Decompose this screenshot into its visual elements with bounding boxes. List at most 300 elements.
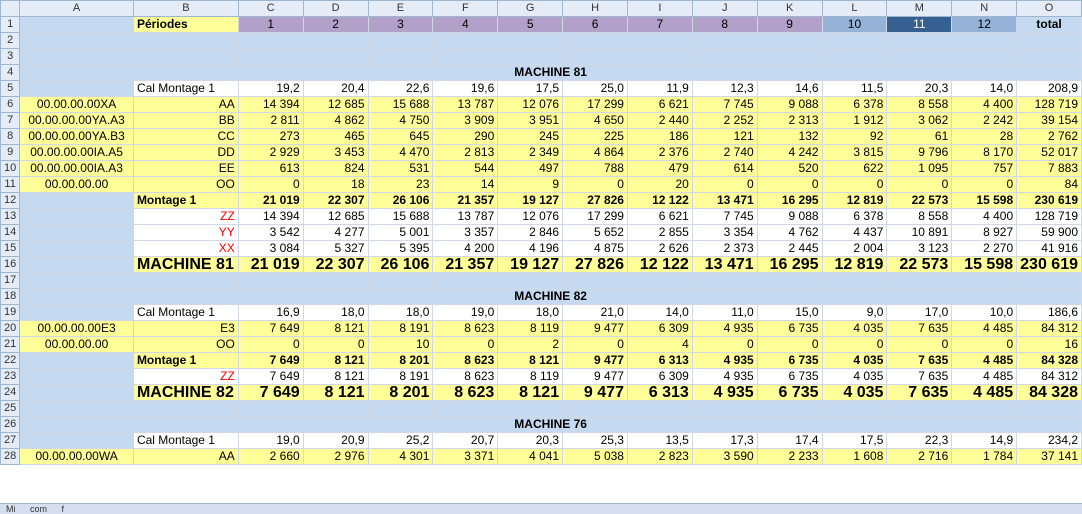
- cell[interactable]: [303, 49, 368, 65]
- cell[interactable]: 8 121: [498, 385, 563, 401]
- cell[interactable]: 9 477: [563, 385, 628, 401]
- cell[interactable]: 12,3: [692, 81, 757, 97]
- cell[interactable]: [498, 401, 563, 417]
- cell[interactable]: 84 312: [1017, 369, 1082, 385]
- cell[interactable]: 2 823: [627, 449, 692, 465]
- machine-title[interactable]: MACHINE 82: [20, 289, 1082, 305]
- cell[interactable]: 6 309: [627, 369, 692, 385]
- column-header-m[interactable]: M: [887, 1, 952, 17]
- reference-code[interactable]: 00.00.00.00WA: [20, 449, 134, 465]
- cell[interactable]: 8 623: [433, 321, 498, 337]
- cell[interactable]: 92: [822, 129, 887, 145]
- cell[interactable]: 2 716: [887, 449, 952, 465]
- cell[interactable]: 13 787: [433, 97, 498, 113]
- cell[interactable]: 61: [887, 129, 952, 145]
- cell[interactable]: 27 826: [563, 257, 628, 273]
- montage-label[interactable]: Montage 1: [133, 353, 238, 369]
- cell[interactable]: [368, 33, 433, 49]
- cell[interactable]: 20: [627, 177, 692, 193]
- column-header-i[interactable]: I: [627, 1, 692, 17]
- machine-title[interactable]: MACHINE 81: [20, 65, 1082, 81]
- cell[interactable]: [563, 49, 628, 65]
- cell[interactable]: 2 846: [498, 225, 563, 241]
- cell[interactable]: 4 935: [692, 369, 757, 385]
- cell[interactable]: [757, 401, 822, 417]
- cell[interactable]: 39 154: [1017, 113, 1082, 129]
- period-header[interactable]: 2: [303, 17, 368, 33]
- cell[interactable]: 290: [433, 129, 498, 145]
- cell[interactable]: [238, 49, 303, 65]
- cell[interactable]: 0: [238, 177, 303, 193]
- cell[interactable]: 21,0: [563, 305, 628, 321]
- cell[interactable]: 20,3: [887, 81, 952, 97]
- cell[interactable]: 0: [563, 177, 628, 193]
- cell[interactable]: 0: [887, 177, 952, 193]
- cell[interactable]: [757, 49, 822, 65]
- component-code[interactable]: EE: [133, 161, 238, 177]
- cell[interactable]: 0: [952, 337, 1017, 353]
- cell[interactable]: 11,9: [627, 81, 692, 97]
- cell[interactable]: 18,0: [303, 305, 368, 321]
- cell[interactable]: 5 038: [563, 449, 628, 465]
- period-header[interactable]: 4: [433, 17, 498, 33]
- cell[interactable]: 757: [952, 161, 1017, 177]
- cell[interactable]: 2: [498, 337, 563, 353]
- cell[interactable]: [887, 273, 952, 289]
- cell[interactable]: 7 635: [887, 321, 952, 337]
- component-code[interactable]: AA: [133, 97, 238, 113]
- cell[interactable]: 465: [303, 129, 368, 145]
- cell[interactable]: [20, 369, 134, 385]
- cell[interactable]: [952, 49, 1017, 65]
- cell[interactable]: 128 719: [1017, 97, 1082, 113]
- cell[interactable]: 2 660: [238, 449, 303, 465]
- cell[interactable]: 8 201: [368, 385, 433, 401]
- cell[interactable]: 11,5: [822, 81, 887, 97]
- component-code[interactable]: AA: [133, 449, 238, 465]
- cell[interactable]: 0: [822, 177, 887, 193]
- row-header[interactable]: 21: [1, 337, 20, 353]
- cell[interactable]: 8 170: [952, 145, 1017, 161]
- cell[interactable]: [238, 401, 303, 417]
- cell[interactable]: 22 307: [303, 257, 368, 273]
- cell[interactable]: 4 437: [822, 225, 887, 241]
- cell[interactable]: 128 719: [1017, 209, 1082, 225]
- cell[interactable]: 7 883: [1017, 161, 1082, 177]
- cell[interactable]: 15 598: [952, 257, 1017, 273]
- cell[interactable]: 9 477: [563, 321, 628, 337]
- cell[interactable]: 18,0: [368, 305, 433, 321]
- cell[interactable]: 622: [822, 161, 887, 177]
- cell[interactable]: 28: [952, 129, 1017, 145]
- cell[interactable]: [692, 273, 757, 289]
- cell[interactable]: [20, 385, 134, 401]
- cell[interactable]: [433, 33, 498, 49]
- cell[interactable]: [952, 273, 1017, 289]
- cell[interactable]: 14,0: [627, 305, 692, 321]
- cell[interactable]: 3 590: [692, 449, 757, 465]
- cell[interactable]: [20, 433, 134, 449]
- cell[interactable]: [433, 49, 498, 65]
- cell[interactable]: 3 123: [887, 241, 952, 257]
- column-header-l[interactable]: L: [822, 1, 887, 17]
- cell[interactable]: 6 735: [757, 385, 822, 401]
- cell[interactable]: [133, 33, 238, 49]
- cell[interactable]: [887, 49, 952, 65]
- cell[interactable]: 17 299: [563, 209, 628, 225]
- component-code[interactable]: BB: [133, 113, 238, 129]
- cell[interactable]: 7 635: [887, 385, 952, 401]
- cell[interactable]: 8 121: [498, 353, 563, 369]
- cell[interactable]: [368, 49, 433, 65]
- cell[interactable]: 4 301: [368, 449, 433, 465]
- reference-code[interactable]: 00.00.00.00IA.A3: [20, 161, 134, 177]
- component-code[interactable]: DD: [133, 145, 238, 161]
- sheet-tab[interactable]: Mi: [6, 504, 16, 514]
- row-header[interactable]: 16: [1, 257, 20, 273]
- cell[interactable]: 4 485: [952, 353, 1017, 369]
- cal-label[interactable]: Cal Montage 1: [133, 433, 238, 449]
- cell[interactable]: 1 912: [822, 113, 887, 129]
- cell[interactable]: 6 309: [627, 321, 692, 337]
- cell[interactable]: 84 312: [1017, 321, 1082, 337]
- cell[interactable]: [368, 401, 433, 417]
- cell[interactable]: 2 445: [757, 241, 822, 257]
- cell[interactable]: 10 891: [887, 225, 952, 241]
- period-header[interactable]: 10: [822, 17, 887, 33]
- cell[interactable]: 0: [887, 337, 952, 353]
- cell[interactable]: 613: [238, 161, 303, 177]
- cell[interactable]: 2 270: [952, 241, 1017, 257]
- cell[interactable]: [757, 33, 822, 49]
- cell[interactable]: 7 745: [692, 97, 757, 113]
- cell[interactable]: 12 819: [822, 193, 887, 209]
- cell[interactable]: [692, 49, 757, 65]
- row-header[interactable]: 12: [1, 193, 20, 209]
- cell[interactable]: 19,0: [433, 305, 498, 321]
- cell[interactable]: 9 088: [757, 97, 822, 113]
- cell[interactable]: 2 626: [627, 241, 692, 257]
- cell[interactable]: 12 122: [627, 193, 692, 209]
- cell[interactable]: 26 106: [368, 257, 433, 273]
- cell[interactable]: [498, 49, 563, 65]
- column-header-j[interactable]: J: [692, 1, 757, 17]
- cell[interactable]: 8 191: [368, 369, 433, 385]
- period-header[interactable]: 11: [887, 17, 952, 33]
- cell[interactable]: 4 200: [433, 241, 498, 257]
- cell[interactable]: 0: [757, 337, 822, 353]
- cell[interactable]: [303, 273, 368, 289]
- cell[interactable]: 4 035: [822, 385, 887, 401]
- cell[interactable]: [627, 401, 692, 417]
- cell[interactable]: 8 623: [433, 385, 498, 401]
- cell[interactable]: 9,0: [822, 305, 887, 321]
- cell[interactable]: 645: [368, 129, 433, 145]
- row-header[interactable]: 5: [1, 81, 20, 97]
- cell[interactable]: 788: [563, 161, 628, 177]
- cell[interactable]: 6 621: [627, 97, 692, 113]
- cell[interactable]: [1017, 49, 1082, 65]
- cell[interactable]: 52 017: [1017, 145, 1082, 161]
- cell[interactable]: 4 935: [692, 353, 757, 369]
- cell[interactable]: 12 819: [822, 257, 887, 273]
- column-header-h[interactable]: H: [563, 1, 628, 17]
- cell[interactable]: 234,2: [1017, 433, 1082, 449]
- cell[interactable]: 7 649: [238, 369, 303, 385]
- cell[interactable]: 4 762: [757, 225, 822, 241]
- row-header[interactable]: 24: [1, 385, 20, 401]
- cell[interactable]: 21 019: [238, 193, 303, 209]
- cell[interactable]: 0: [433, 337, 498, 353]
- row-header[interactable]: 23: [1, 369, 20, 385]
- cell[interactable]: 2 813: [433, 145, 498, 161]
- cell[interactable]: 14 394: [238, 209, 303, 225]
- cell[interactable]: 0: [238, 337, 303, 353]
- cell[interactable]: [498, 33, 563, 49]
- row-header[interactable]: 17: [1, 273, 20, 289]
- row-header[interactable]: 9: [1, 145, 20, 161]
- cell[interactable]: 20,7: [433, 433, 498, 449]
- cell[interactable]: 14: [433, 177, 498, 193]
- cell[interactable]: [20, 353, 134, 369]
- cell[interactable]: 17,5: [822, 433, 887, 449]
- cell[interactable]: 531: [368, 161, 433, 177]
- cell[interactable]: 15 598: [952, 193, 1017, 209]
- cell[interactable]: 6 621: [627, 209, 692, 225]
- cell[interactable]: 2 233: [757, 449, 822, 465]
- cell[interactable]: [20, 49, 134, 65]
- cell[interactable]: 208,9: [1017, 81, 1082, 97]
- row-header[interactable]: 13: [1, 209, 20, 225]
- cell[interactable]: 17,0: [887, 305, 952, 321]
- cell[interactable]: 245: [498, 129, 563, 145]
- cell[interactable]: 2 242: [952, 113, 1017, 129]
- cell[interactable]: [1017, 401, 1082, 417]
- row-header[interactable]: 1: [1, 17, 20, 33]
- sheet-tab[interactable]: com: [30, 504, 48, 514]
- cell[interactable]: [20, 209, 134, 225]
- cell[interactable]: 13 471: [692, 193, 757, 209]
- cell[interactable]: 9 477: [563, 353, 628, 369]
- period-header[interactable]: 7: [627, 17, 692, 33]
- cell[interactable]: 12 076: [498, 97, 563, 113]
- cell[interactable]: 22 573: [887, 257, 952, 273]
- row-header[interactable]: 25: [1, 401, 20, 417]
- cell[interactable]: 22 307: [303, 193, 368, 209]
- cell[interactable]: [952, 401, 1017, 417]
- cell[interactable]: 13 787: [433, 209, 498, 225]
- cell[interactable]: 16: [1017, 337, 1082, 353]
- cell[interactable]: 12 685: [303, 97, 368, 113]
- cell[interactable]: [563, 273, 628, 289]
- cell[interactable]: 18,0: [498, 305, 563, 321]
- cell[interactable]: 7 649: [238, 321, 303, 337]
- cell[interactable]: 21 019: [238, 257, 303, 273]
- row-header[interactable]: 27: [1, 433, 20, 449]
- cell[interactable]: 7 649: [238, 385, 303, 401]
- cell[interactable]: 2 855: [627, 225, 692, 241]
- period-header[interactable]: 5: [498, 17, 563, 33]
- cell[interactable]: 18: [303, 177, 368, 193]
- cell[interactable]: [20, 17, 134, 33]
- cell[interactable]: 4 864: [563, 145, 628, 161]
- select-all-corner[interactable]: [1, 1, 20, 17]
- cell[interactable]: 12 076: [498, 209, 563, 225]
- cell[interactable]: 230 619: [1017, 193, 1082, 209]
- cell[interactable]: 4 035: [822, 321, 887, 337]
- cell[interactable]: 13,5: [627, 433, 692, 449]
- column-header-a[interactable]: A: [20, 1, 134, 17]
- row-header[interactable]: 18: [1, 289, 20, 305]
- cell[interactable]: 7 649: [238, 353, 303, 369]
- cell[interactable]: 2 313: [757, 113, 822, 129]
- column-header-b[interactable]: B: [133, 1, 238, 17]
- row-header[interactable]: 11: [1, 177, 20, 193]
- period-header[interactable]: 12: [952, 17, 1017, 33]
- row-header[interactable]: 22: [1, 353, 20, 369]
- cell[interactable]: 614: [692, 161, 757, 177]
- cell[interactable]: [303, 401, 368, 417]
- cell[interactable]: 6 378: [822, 97, 887, 113]
- cell[interactable]: [887, 33, 952, 49]
- cell[interactable]: 59 900: [1017, 225, 1082, 241]
- cell[interactable]: 8 121: [303, 385, 368, 401]
- cell[interactable]: 20,9: [303, 433, 368, 449]
- cell[interactable]: [433, 401, 498, 417]
- cell[interactable]: 4 750: [368, 113, 433, 129]
- cell[interactable]: 12 122: [627, 257, 692, 273]
- cell[interactable]: 2 004: [822, 241, 887, 257]
- row-header[interactable]: 15: [1, 241, 20, 257]
- cell[interactable]: 13 471: [692, 257, 757, 273]
- cell[interactable]: 4 196: [498, 241, 563, 257]
- cell[interactable]: 15,0: [757, 305, 822, 321]
- cell[interactable]: 4: [627, 337, 692, 353]
- cell[interactable]: [887, 401, 952, 417]
- cell[interactable]: 7 635: [887, 353, 952, 369]
- cell[interactable]: 9 796: [887, 145, 952, 161]
- cell[interactable]: 4 400: [952, 209, 1017, 225]
- reference-code[interactable]: 00.00.00.00YA.A3: [20, 113, 134, 129]
- period-header[interactable]: 1: [238, 17, 303, 33]
- cell[interactable]: 25,3: [563, 433, 628, 449]
- cell[interactable]: 14,6: [757, 81, 822, 97]
- cell[interactable]: 27 826: [563, 193, 628, 209]
- cell[interactable]: 16,9: [238, 305, 303, 321]
- total-header[interactable]: total: [1017, 17, 1082, 33]
- cell[interactable]: 4 875: [563, 241, 628, 257]
- cell[interactable]: 14,9: [952, 433, 1017, 449]
- cell[interactable]: 186: [627, 129, 692, 145]
- cell[interactable]: 19,0: [238, 433, 303, 449]
- component-code[interactable]: CC: [133, 129, 238, 145]
- cell[interactable]: 16 295: [757, 193, 822, 209]
- cell[interactable]: [20, 273, 134, 289]
- cell[interactable]: [368, 273, 433, 289]
- cell[interactable]: 17,5: [498, 81, 563, 97]
- cell[interactable]: 2 373: [692, 241, 757, 257]
- cell[interactable]: 8 121: [303, 321, 368, 337]
- split-code[interactable]: YY: [133, 225, 238, 241]
- cell[interactable]: 21 357: [433, 193, 498, 209]
- cell[interactable]: 8 191: [368, 321, 433, 337]
- cell[interactable]: 20,3: [498, 433, 563, 449]
- sheet-tab-bar[interactable]: [0, 503, 1082, 514]
- reference-code[interactable]: 00.00.00.00IA.A5: [20, 145, 134, 161]
- cell[interactable]: 520: [757, 161, 822, 177]
- cell[interactable]: [627, 49, 692, 65]
- cell[interactable]: 6 378: [822, 209, 887, 225]
- cell[interactable]: 19 127: [498, 257, 563, 273]
- split-code[interactable]: XX: [133, 241, 238, 257]
- cell[interactable]: 9 088: [757, 209, 822, 225]
- cell[interactable]: [692, 33, 757, 49]
- cell[interactable]: [498, 273, 563, 289]
- cell[interactable]: 6 313: [627, 353, 692, 369]
- cell[interactable]: 132: [757, 129, 822, 145]
- cell[interactable]: 17,3: [692, 433, 757, 449]
- cell[interactable]: 0: [822, 337, 887, 353]
- cell[interactable]: 8 121: [303, 369, 368, 385]
- cell[interactable]: 4 935: [692, 385, 757, 401]
- cell[interactable]: 84 328: [1017, 385, 1082, 401]
- reference-code[interactable]: 00.00.00.00: [20, 177, 134, 193]
- row-header[interactable]: 20: [1, 321, 20, 337]
- cell[interactable]: 14,0: [952, 81, 1017, 97]
- cell[interactable]: [20, 81, 134, 97]
- column-header-k[interactable]: K: [757, 1, 822, 17]
- column-header-o[interactable]: O: [1017, 1, 1082, 17]
- cell[interactable]: 3 909: [433, 113, 498, 129]
- cell[interactable]: 497: [498, 161, 563, 177]
- cell[interactable]: 3 062: [887, 113, 952, 129]
- cell[interactable]: 4 935: [692, 321, 757, 337]
- row-header[interactable]: 14: [1, 225, 20, 241]
- cell[interactable]: 4 470: [368, 145, 433, 161]
- cell[interactable]: 1 095: [887, 161, 952, 177]
- cell[interactable]: 0: [692, 177, 757, 193]
- column-header-c[interactable]: C: [238, 1, 303, 17]
- cell[interactable]: 3 084: [238, 241, 303, 257]
- cell[interactable]: 4 650: [563, 113, 628, 129]
- cell[interactable]: 7 635: [887, 369, 952, 385]
- cell[interactable]: 15 688: [368, 97, 433, 113]
- cell[interactable]: 121: [692, 129, 757, 145]
- cell[interactable]: [692, 401, 757, 417]
- row-header[interactable]: 4: [1, 65, 20, 81]
- cell[interactable]: [822, 401, 887, 417]
- row-header[interactable]: 7: [1, 113, 20, 129]
- cell[interactable]: 2 929: [238, 145, 303, 161]
- cal-label[interactable]: Cal Montage 1: [133, 81, 238, 97]
- cell[interactable]: [20, 257, 134, 273]
- cell[interactable]: [238, 273, 303, 289]
- column-header-g[interactable]: G: [498, 1, 563, 17]
- cell[interactable]: 25,2: [368, 433, 433, 449]
- column-header-e[interactable]: E: [368, 1, 433, 17]
- machine-total-label[interactable]: MACHINE 81: [133, 257, 238, 273]
- period-header[interactable]: 8: [692, 17, 757, 33]
- row-header[interactable]: 10: [1, 161, 20, 177]
- cell[interactable]: 4 485: [952, 321, 1017, 337]
- reference-code[interactable]: 00.00.00.00XA: [20, 97, 134, 113]
- periods-label[interactable]: Périodes: [133, 17, 238, 33]
- cell[interactable]: 5 327: [303, 241, 368, 257]
- cell[interactable]: 12 685: [303, 209, 368, 225]
- cell[interactable]: 22,3: [887, 433, 952, 449]
- component-code[interactable]: E3: [133, 321, 238, 337]
- cell[interactable]: [20, 225, 134, 241]
